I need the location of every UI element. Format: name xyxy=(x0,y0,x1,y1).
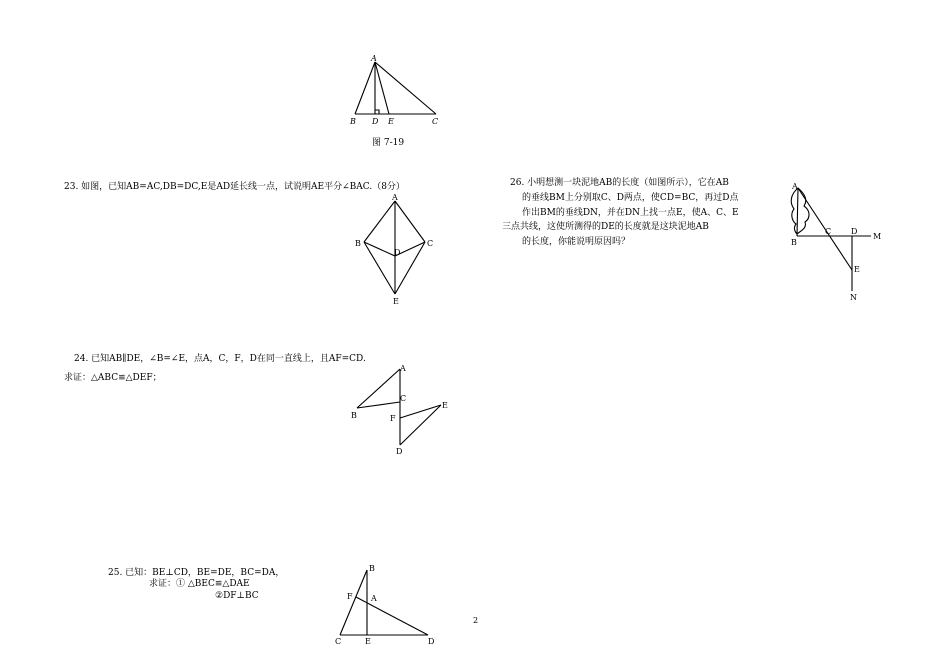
label-A: A xyxy=(392,193,398,202)
question-26-line-1: 26. 小明想测一块泥地AB的长度（如图所示），它在AB xyxy=(510,178,729,188)
segment-AE xyxy=(375,62,389,114)
label-D: D xyxy=(428,637,435,646)
question-25-line-2: 求证：① △BEC≌△DAE xyxy=(149,579,250,589)
label-A: A xyxy=(371,54,377,63)
label-N: N xyxy=(850,293,857,302)
label-C: C xyxy=(427,239,434,248)
question-24-line-2: 求证：△ABC≌△DEF； xyxy=(64,373,162,383)
question-26-line-3: 作出BM的垂线DN，并在DN上找一点E，使A、C、E xyxy=(522,208,739,218)
label-B: B xyxy=(369,564,375,573)
segment-AC xyxy=(395,201,425,242)
label-B: B xyxy=(791,238,797,247)
label-E: E xyxy=(854,265,860,274)
label-E: E xyxy=(442,401,448,410)
figure-caption: 图 7-19 xyxy=(372,138,405,148)
label-C: C xyxy=(335,637,342,646)
label-C: C xyxy=(825,227,832,236)
question-23-figure xyxy=(350,192,440,307)
question-26-line-4: 三点共线，这使所测得的DE的长度就是这块泥地AB xyxy=(502,222,709,232)
question-25-line-1: 25. 已知：BE⊥CD，BE=DE，BC=DA， xyxy=(108,568,285,578)
label-C: C xyxy=(432,117,439,126)
label-C: C xyxy=(400,394,407,403)
segment-AB xyxy=(364,201,395,242)
label-D: D xyxy=(372,117,379,126)
question-25-line-3: ②DF⊥BC xyxy=(215,591,259,601)
label-E: E xyxy=(393,297,399,306)
question-26-figure xyxy=(785,176,885,301)
segment-BC xyxy=(340,570,367,635)
segment-BC xyxy=(357,402,400,408)
label-F: F xyxy=(390,414,396,423)
label-B: B xyxy=(351,411,357,420)
mud-area-outline xyxy=(791,188,809,234)
label-D: D xyxy=(396,447,403,456)
label-A: A xyxy=(400,364,406,373)
label-D: D xyxy=(394,248,401,257)
label-F: F xyxy=(347,592,353,601)
segment-BE xyxy=(364,242,395,294)
segment-AB xyxy=(797,188,798,236)
label-E: E xyxy=(388,117,394,126)
segment-AB xyxy=(357,369,400,408)
label-A: A xyxy=(371,594,377,603)
label-D: D xyxy=(851,227,858,236)
label-E: E xyxy=(365,637,371,646)
question-24-figure xyxy=(345,360,460,460)
question-23-text: 23. 如图，已知AB=AC,DB=DC,E是AD延长线一点，试说明AE平分∠BAC.（8分） xyxy=(64,182,405,192)
segment-AB xyxy=(355,62,375,114)
question-25-figure xyxy=(330,560,445,660)
question-26-line-5: 的长度，你能说明原因吗？ xyxy=(522,237,631,247)
label-A: A xyxy=(792,182,798,191)
question-24-line-1: 24. 已知AB∥DE，∠B=∠E，点A，C，F，D在同一直线上，且AF=CD. xyxy=(74,354,366,364)
label-B: B xyxy=(350,117,356,126)
label-M: M xyxy=(873,232,882,241)
segment-AC xyxy=(375,62,436,114)
label-B: B xyxy=(355,239,361,248)
question-26-line-2: 的垂线BM上分别取C、D两点，使CD=BC，再过D点 xyxy=(522,193,739,203)
page-number: 2 xyxy=(473,616,479,625)
right-angle-mark xyxy=(375,110,379,114)
